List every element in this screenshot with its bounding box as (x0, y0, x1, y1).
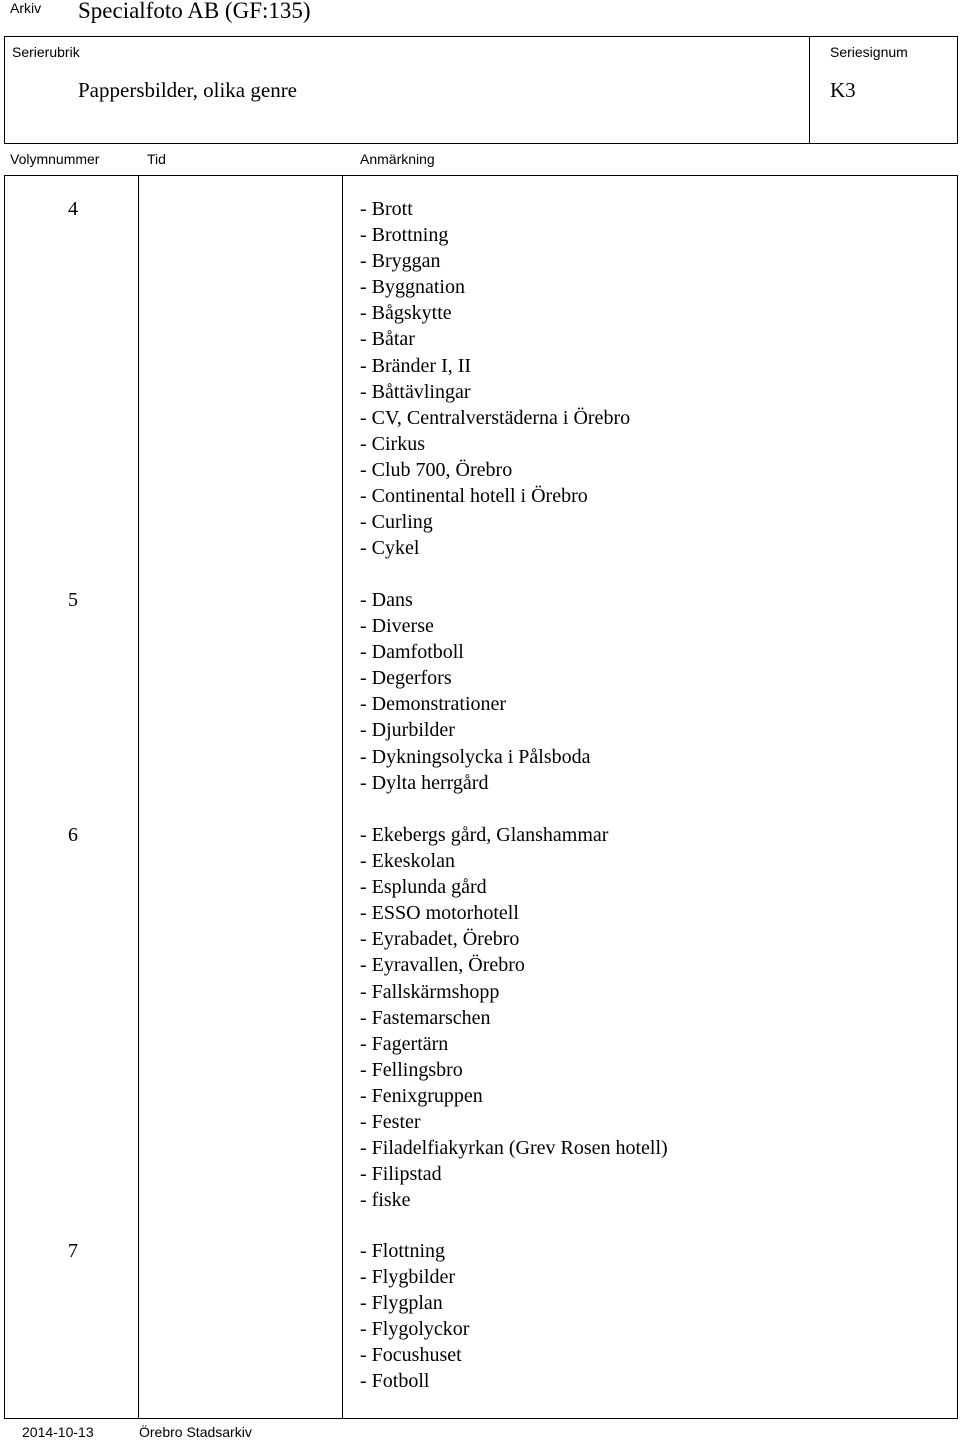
remark-entry: - Degerfors (360, 667, 452, 690)
remark-entry: - Fagertärn (360, 1032, 449, 1055)
remark-list (360, 196, 630, 561)
signum-label: Seriesignum (830, 44, 908, 60)
remark-list (360, 1238, 469, 1395)
remark-entry: - Båttävlingar (360, 380, 471, 403)
remark-entry: - Eyrabadet, Örebro (360, 928, 520, 951)
series-title: Pappersbilder, olika genre (78, 78, 298, 102)
remark-entry: - Fenixgruppen (360, 1084, 483, 1107)
remark-entry: - Djurbilder (360, 719, 455, 742)
remark-entry: - Dans (360, 589, 413, 611)
remark-entry: - Bryggan (360, 250, 441, 273)
series-box (4, 36, 958, 144)
volume-number: 4 (68, 198, 78, 220)
remark-entry: - Ekebergs gård, Glanshammar (360, 824, 609, 846)
remark-entry: - Flottning (360, 1240, 446, 1262)
remark-entry: - Cykel (360, 537, 420, 560)
remark-entry: - Brottning (360, 224, 449, 247)
remark-list (360, 587, 591, 796)
remark-entry: - Diverse (360, 615, 434, 638)
column-header-volume: Volymnummer (10, 151, 100, 167)
remark-entry: - Fester (360, 1111, 421, 1134)
signum-value: K3 (830, 78, 856, 102)
remark-entry: - Ekeskolan (360, 850, 455, 873)
remark-entry: - fiske (360, 1189, 411, 1212)
remark-entry: - Demonstrationer (360, 693, 507, 716)
remark-entry: - Esplunda gård (360, 876, 487, 899)
remark-list (360, 822, 668, 1213)
remark-entry: - Filipstad (360, 1163, 442, 1186)
series-divider (809, 37, 810, 143)
remark-entry: - Byggnation (360, 276, 465, 299)
column-divider (342, 176, 343, 1418)
volume-number: 6 (68, 824, 78, 846)
remark-entry: - Eyravallen, Örebro (360, 954, 525, 977)
remark-entry: - Fellingsbro (360, 1058, 463, 1081)
remark-entry: - ESSO motorhotell (360, 902, 519, 925)
footer-organization: Örebro Stadsarkiv (139, 1424, 252, 1440)
remark-entry: - CV, Centralverstäderna i Örebro (360, 406, 631, 429)
column-header-time: Tid (147, 151, 166, 167)
archive-name: Specialfoto AB (GF:135) (78, 0, 311, 23)
remark-entry: - Cirkus (360, 432, 425, 455)
remark-entry: - Flygplan (360, 1292, 443, 1315)
archive-label: Arkiv (10, 0, 42, 16)
volume-table (4, 175, 958, 1419)
remark-entry: - Båtar (360, 328, 415, 351)
volume-number: 7 (68, 1240, 78, 1262)
remark-entry: - Fallskärmshopp (360, 980, 500, 1003)
remark-entry: - Dykningsolycka i Pålsboda (360, 745, 591, 768)
remark-entry: - Bågskytte (360, 302, 452, 325)
remark-entry: - Curling (360, 511, 433, 534)
remark-entry: - Damfotboll (360, 641, 464, 664)
remark-entry: - Flygolyckor (360, 1318, 470, 1341)
remark-entry: - Focushuset (360, 1344, 462, 1367)
remark-entry: - Club 700, Örebro (360, 458, 513, 481)
remark-entry: - Flygbilder (360, 1266, 455, 1289)
series-label: Serierubrik (12, 44, 80, 60)
footer-date: 2014-10-13 (22, 1424, 94, 1440)
remark-entry: - Dylta herrgård (360, 771, 489, 794)
remark-entry: - Bränder I, II (360, 354, 472, 377)
volume-number: 5 (68, 589, 78, 611)
column-divider (138, 176, 139, 1418)
remark-entry: - Fotboll (360, 1370, 430, 1393)
remark-entry: - Filadelfiakyrkan (Grev Rosen hotell) (360, 1137, 668, 1160)
remark-entry: - Brott (360, 198, 413, 220)
column-header-remark: Anmärkning (360, 151, 435, 167)
remark-entry: - Fastemarschen (360, 1006, 491, 1029)
remark-entry: - Continental hotell i Örebro (360, 485, 588, 508)
